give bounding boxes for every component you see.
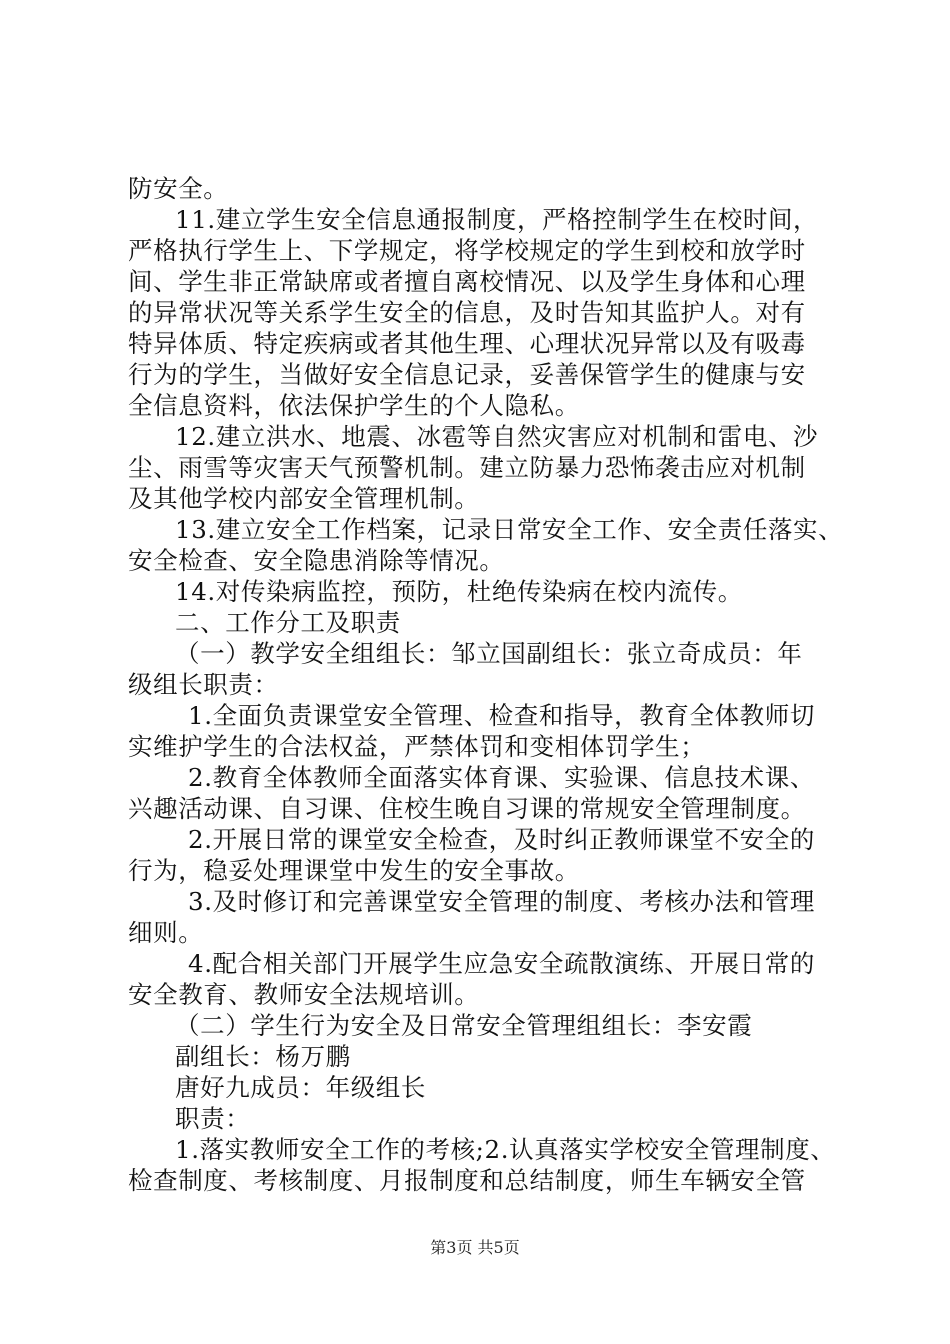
text-line: 尘、雨雪等灾害天气预警机制。建立防暴力恐怖袭击应对机制: [128, 453, 806, 482]
text-line: 检查制度、考核制度、月报制度和总结制度，师生车辆安全管: [128, 1166, 806, 1195]
text-line: 间、学生非正常缺席或者擅自离校情况、以及学生身体和心理: [128, 267, 806, 296]
text-line: （二）学生行为安全及日常安全管理组组长：李安霞: [175, 1011, 753, 1040]
section-heading: 二、工作分工及职责: [175, 608, 401, 637]
text-line: 2.教育全体教师全面落实体育课、实验课、信息技术课、: [188, 763, 815, 792]
text-line: 副组长：杨万鹏: [175, 1042, 351, 1071]
text-line: （一）教学安全组组长：邹立国副组长：张立奇成员：年: [175, 639, 803, 668]
text-line: 的异常状况等关系学生安全的信息，及时告知其监护人。对有: [128, 298, 806, 327]
text-line: 行为，稳妥处理课堂中发生的安全事故。: [128, 856, 580, 885]
text-line: 1.落实教师安全工作的考核;2.认真落实学校安全管理制度、: [175, 1135, 836, 1164]
text-line: 行为的学生，当做好安全信息记录，妥善保管学生的健康与安: [128, 360, 806, 389]
text-line: 唐好九成员：年级组长: [175, 1073, 426, 1102]
text-line: 级组长职责：: [128, 670, 279, 699]
text-line: 4.配合相关部门开展学生应急安全疏散演练、开展日常的: [188, 949, 815, 978]
text-line: 1.全面负责课堂安全管理、检查和指导，教育全体教师切: [188, 701, 815, 730]
text-line: 安全教育、教师安全法规培训。: [128, 980, 480, 1009]
text-line: 特异体质、特定疾病或者其他生理、心理状况异常以及有吸毒: [128, 329, 806, 358]
page-number-footer: 第3页 共5页: [430, 1238, 520, 1257]
text-line: 防安全。: [128, 174, 229, 203]
text-line: 13.建立安全工作档案，记录日常安全工作、安全责任落实、: [175, 515, 844, 544]
text-line: 及其他学校内部安全管理机制。: [128, 484, 480, 513]
text-line: 11.建立学生安全信息通报制度，严格控制学生在校时间，: [175, 205, 819, 234]
text-line: 3.及时修订和完善课堂安全管理的制度、考核办法和管理: [188, 887, 815, 916]
text-line: 14.对传染病监控，预防，杜绝传染病在校内流传。: [175, 577, 743, 606]
text-line: 实维护学生的合法权益，严禁体罚和变相体罚学生；: [128, 732, 706, 761]
text-line: 细则。: [128, 918, 204, 947]
text-line: 兴趣活动课、自习课、住校生晚自习课的常规安全管理制度。: [128, 794, 806, 823]
text-line: 严格执行学生上、下学规定，将学校规定的学生到校和放学时: [128, 236, 806, 265]
text-line: 2.开展日常的课堂安全检查，及时纠正教师课堂不安全的: [188, 825, 815, 854]
text-line: 全信息资料，依法保护学生的个人隐私。: [128, 391, 580, 420]
text-line: 安全检查、安全隐患消除等情况。: [128, 546, 505, 575]
text-line: 职责：: [175, 1104, 251, 1133]
text-line: 12.建立洪水、地震、冰雹等自然灾害应对机制和雷电、沙: [175, 422, 819, 451]
